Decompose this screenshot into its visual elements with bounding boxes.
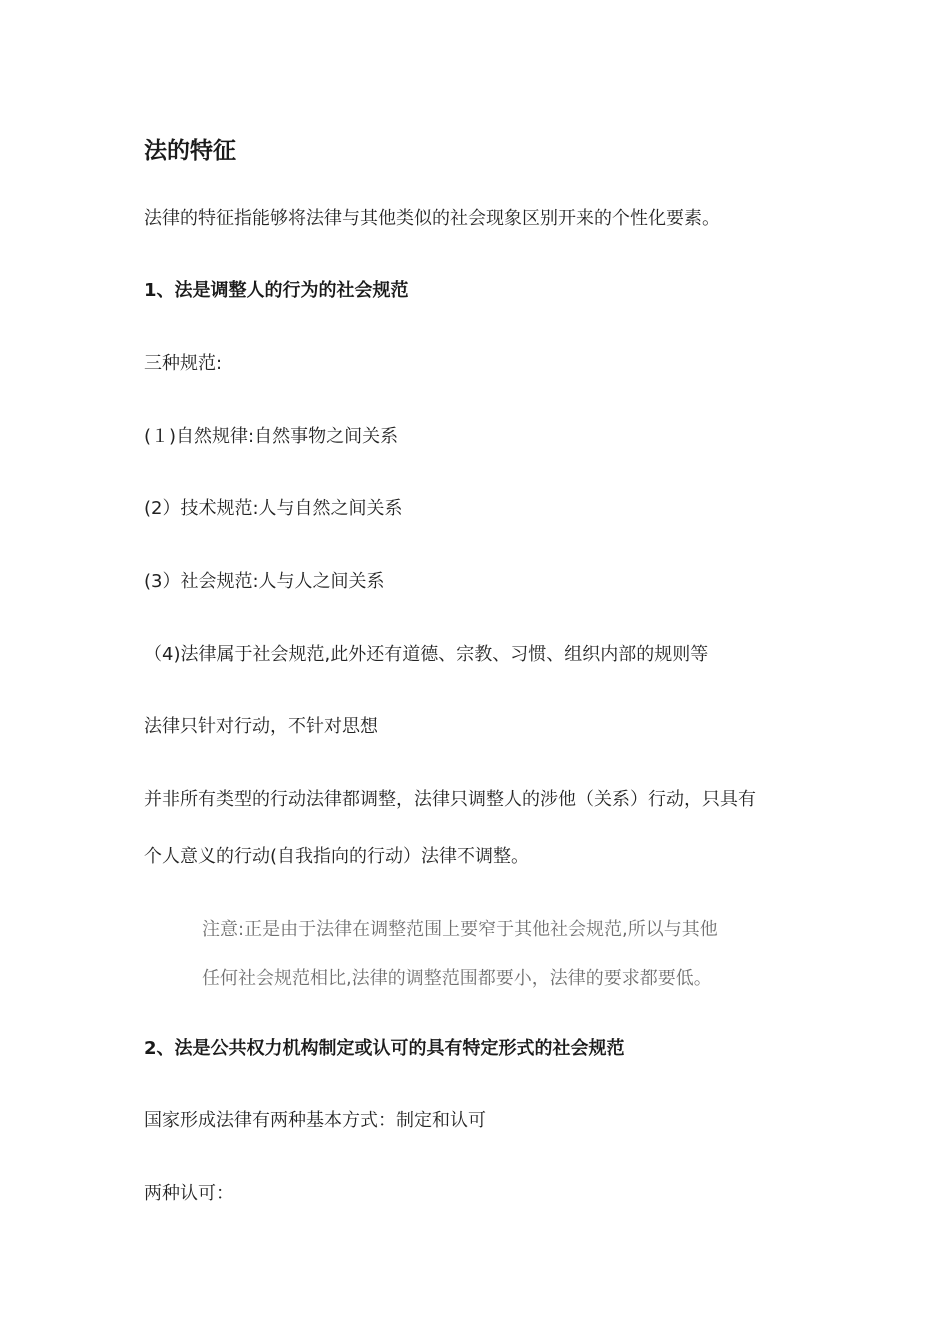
page-title: 法的特征 [144,138,236,164]
norm-item-2: (2）技术规范:人与自然之间关系 [144,498,403,519]
note-line-2: 任何社会规范相比,法律的调整范围都要小，法律的要求都要低。 [202,968,712,989]
section-1-heading: 1、法是调整人的行为的社会规范 [144,280,409,301]
norm-item-1: (１)自然规律:自然事物之间关系 [144,426,399,447]
norm-item-4: （4)法律属于社会规范,此外还有道德、宗教、习惯、组织内部的规则等 [144,644,709,665]
intro-paragraph: 法律的特征指能够将法律与其他类似的社会现象区别开来的个性化要素。 [144,208,720,229]
regulated-actions-line-2: 个人意义的行动(自我指向的行动）法律不调整。 [144,846,530,867]
regulated-actions-line-1: 并非所有类型的行动法律都调整，法律只调整人的涉他（关系）行动，只具有 [144,789,756,810]
section-2-heading: 2、法是公共权力机构制定或认可的具有特定形式的社会规范 [144,1038,625,1059]
three-norms-label: 三种规范: [144,353,223,374]
two-recognitions-label: 两种认可： [144,1183,234,1204]
norm-item-3: (3）社会规范:人与人之间关系 [144,571,385,592]
law-formation-ways: 国家形成法律有两种基本方式：制定和认可 [144,1110,486,1131]
action-not-thought-statement: 法律只针对行动，不针对思想 [144,716,378,737]
note-line-1: 注意:正是由于法律在调整范围上要窄于其他社会规范,所以与其他 [202,919,718,940]
